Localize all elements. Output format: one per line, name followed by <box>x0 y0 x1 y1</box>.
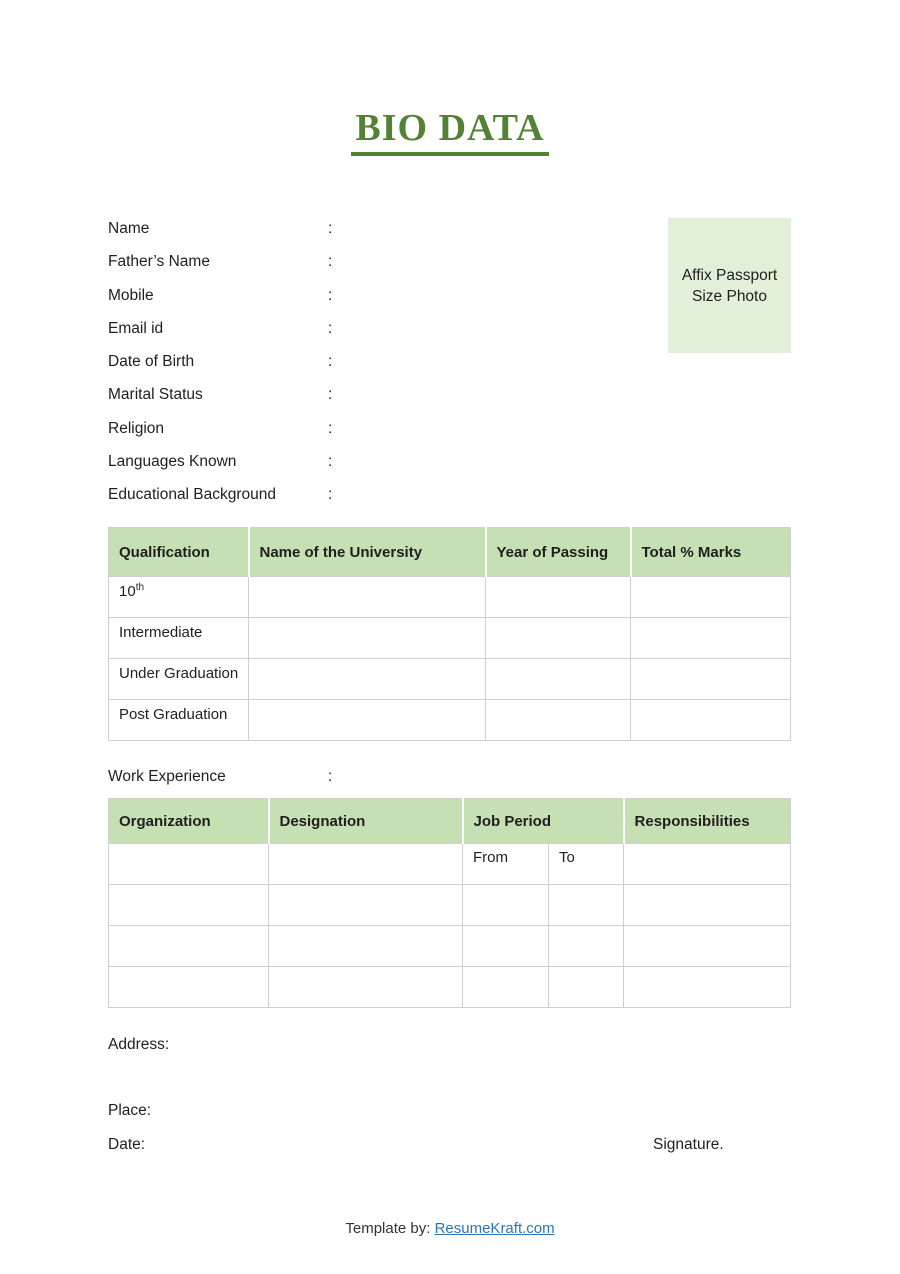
empty-cell[interactable] <box>463 885 549 926</box>
empty-cell[interactable] <box>269 885 463 926</box>
field-row-name <box>108 220 338 253</box>
field-label: Name <box>108 220 150 237</box>
field-row-educational-background <box>108 486 338 519</box>
field-row-email <box>108 320 338 353</box>
empty-cell[interactable] <box>109 885 269 926</box>
date-label: Date: <box>108 1136 146 1153</box>
field-colon: : <box>328 220 333 237</box>
field-colon: : <box>328 419 333 437</box>
empty-cell[interactable] <box>549 885 624 926</box>
field-label: Religion <box>108 419 165 437</box>
field-colon: : <box>328 286 333 304</box>
field-row-date-of-birth <box>108 353 338 386</box>
empty-cell[interactable] <box>109 844 269 885</box>
qualification-cell-10th: 10th <box>109 577 249 618</box>
empty-cell[interactable] <box>463 926 549 967</box>
field-row-languages-known <box>108 453 338 486</box>
subheader-to: To <box>549 844 624 885</box>
empty-cell[interactable] <box>624 926 791 967</box>
field-row-religion <box>108 420 338 453</box>
empty-cell[interactable] <box>249 700 486 741</box>
column-header-designation: Designation <box>269 799 463 844</box>
page-title: BIO DATA <box>351 106 548 156</box>
column-header-organization: Organization <box>109 799 269 844</box>
table-row <box>109 618 791 659</box>
field-colon: : <box>328 386 333 404</box>
place-label: Place: <box>108 1102 152 1119</box>
qualification-cell-post-graduation: Post Graduation <box>109 700 249 741</box>
field-label: Email id <box>108 319 164 337</box>
empty-cell[interactable] <box>269 967 463 1008</box>
table-row <box>109 926 791 967</box>
empty-cell[interactable] <box>624 885 791 926</box>
table-row <box>109 967 791 1008</box>
field-colon: : <box>328 486 333 504</box>
field-colon: : <box>328 353 333 371</box>
empty-cell[interactable] <box>549 967 624 1008</box>
education-table <box>108 527 791 741</box>
page-footer <box>0 1220 900 1237</box>
photo-box-text-line2: Size Photo <box>692 287 767 305</box>
address-label: Address: <box>108 1036 170 1053</box>
personal-info-section <box>108 220 338 520</box>
title-wrap <box>0 106 900 156</box>
photo-box-text-line1: Affix Passport <box>681 266 778 284</box>
qualification-cell-intermediate: Intermediate <box>109 618 249 659</box>
empty-cell[interactable] <box>249 577 486 618</box>
empty-cell[interactable] <box>631 659 791 700</box>
field-colon: : <box>328 253 333 271</box>
footer-prefix: Template by: <box>345 1220 435 1237</box>
field-label: Mobile <box>108 286 154 304</box>
field-colon: : <box>328 768 333 785</box>
field-colon: : <box>328 319 333 337</box>
empty-cell[interactable] <box>631 700 791 741</box>
field-row-fathers-name <box>108 253 338 286</box>
table-row <box>109 885 791 926</box>
empty-cell[interactable] <box>624 844 791 885</box>
column-header-responsibilities: Responsibilities <box>624 799 791 844</box>
work-experience-label-row <box>108 768 338 801</box>
empty-cell[interactable] <box>486 618 631 659</box>
empty-cell[interactable] <box>486 700 631 741</box>
empty-cell[interactable] <box>109 967 269 1008</box>
field-row-work-experience <box>108 768 338 801</box>
table-row <box>109 700 791 741</box>
empty-cell[interactable] <box>631 618 791 659</box>
empty-cell[interactable] <box>269 926 463 967</box>
field-label: Father’s Name <box>108 253 210 271</box>
empty-cell[interactable] <box>631 577 791 618</box>
field-label: Work Experience <box>108 768 226 785</box>
empty-cell[interactable] <box>486 577 631 618</box>
column-header-year-of-passing: Year of Passing <box>486 528 631 577</box>
work-experience-table <box>108 798 791 1008</box>
empty-cell[interactable] <box>486 659 631 700</box>
field-row-marital-status <box>108 386 338 419</box>
empty-cell[interactable] <box>249 659 486 700</box>
signature-label: Signature. <box>653 1136 724 1153</box>
field-label: Educational Background <box>108 486 277 504</box>
subheader-from: From <box>463 844 549 885</box>
empty-cell[interactable] <box>249 618 486 659</box>
field-row-mobile <box>108 287 338 320</box>
table-row <box>109 844 791 885</box>
empty-cell[interactable] <box>463 967 549 1008</box>
empty-cell[interactable] <box>549 926 624 967</box>
education-table-header-row <box>109 528 791 577</box>
table-row <box>109 577 791 618</box>
field-label: Date of Birth <box>108 353 195 371</box>
field-label: Marital Status <box>108 386 203 404</box>
column-header-qualification: Qualification <box>109 528 249 577</box>
resumekraft-link[interactable]: ResumeKraft.com <box>434 1220 555 1237</box>
empty-cell[interactable] <box>624 967 791 1008</box>
column-header-total-marks: Total % Marks <box>631 528 791 577</box>
work-table-header-row <box>109 799 791 844</box>
empty-cell[interactable] <box>269 844 463 885</box>
empty-cell[interactable] <box>109 926 269 967</box>
field-label: Languages Known <box>108 453 237 471</box>
field-colon: : <box>328 453 333 471</box>
qualification-cell-under-graduation: Under Graduation <box>109 659 249 700</box>
passport-photo-box[interactable] <box>668 218 791 353</box>
column-header-university: Name of the University <box>249 528 486 577</box>
table-row <box>109 659 791 700</box>
column-header-job-period: Job Period <box>463 799 624 844</box>
